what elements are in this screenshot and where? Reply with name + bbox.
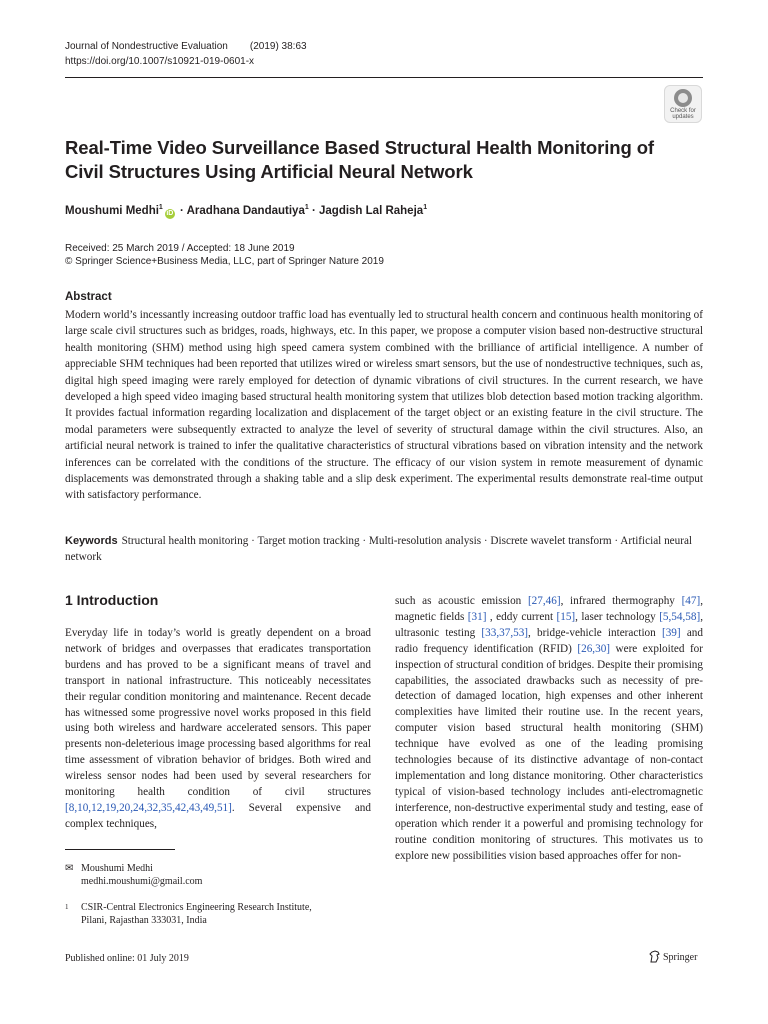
citation-link[interactable]: [5,54,58] — [659, 610, 701, 623]
springer-horse-icon — [649, 950, 661, 963]
affiliation-line1: CSIR-Central Electronics Engineering Research Institute, — [81, 902, 312, 913]
author-2-affil: 1 — [304, 204, 309, 211]
abstract-heading: Abstract — [65, 291, 112, 303]
section-heading-introduction: 1 Introduction — [65, 592, 159, 608]
journal-name: Journal of Nondestructive Evaluation — [65, 41, 228, 52]
envelope-icon: ✉ — [65, 863, 74, 874]
author-1-affil: 1 — [158, 204, 163, 211]
published-online: Published online: 01 July 2019 — [65, 953, 189, 964]
corresponding-author — [65, 862, 202, 888]
affiliation-line2: Pilani, Rajasthan 333031, India — [81, 915, 207, 926]
intro-column-right — [395, 594, 703, 864]
author-separator: · — [176, 204, 187, 217]
article-dates — [65, 242, 384, 268]
check-for-updates-badge[interactable] — [664, 85, 702, 123]
author-list — [65, 204, 427, 219]
publisher-name: Springer — [663, 952, 698, 963]
author-1[interactable]: Moushumi Medhi — [65, 204, 159, 217]
intro-right-text: , bridge-vehicle interaction — [528, 626, 662, 639]
citation-link[interactable]: [8,10,12,19,20,24,32,35,42,43,49,51] — [65, 801, 232, 814]
intro-right-text: , ultrasonic testing — [395, 610, 703, 639]
intro-right-text: and radio frequency identification (RFID) — [395, 626, 703, 655]
keywords-heading: Keywords — [65, 535, 118, 547]
citation-link[interactable]: [31] — [467, 610, 487, 623]
intro-left-text-end: . Several expensive and complex techniques, — [65, 801, 371, 830]
contact-name: Moushumi Medhi — [81, 863, 153, 874]
author-separator: · — [308, 204, 319, 217]
citation-link[interactable]: [15] — [556, 610, 576, 623]
intro-right-text: were exploited for inspection of structural condition of bridges. Despite their promising capabilities, the associated drawbacks such as necessity of pre-detection of damaged location, high expenses and other inherent complexities have limited their routine use. In the recent years, computer vision based structural health monitoring (SHM) technique have evolved as one of the leading promising technologies because of its distinctive advantage of non-contact implementation and long distance monitoring. Other characteristics typical of vision-based technology includes anti-electromagnetic interference, non-destructive experimental study and testing, ease of operation which render it a powerful and promising technology for routine condition monitoring of structures. This motivates us to explore new possibilities vision based approaches offer for non- — [395, 642, 703, 862]
citation-link[interactable]: [27,46] — [527, 595, 561, 607]
abstract-text: Modern world’s incessantly increasing outdoor traffic load has eventually led to structural health concern and continuous health monitoring of large scale civil structures such as bridges, roads, highways, etc. In this paper, we propose a computer vision based non-destructive structural health monitoring (SHM) method using high speed camera system combined with the brilliance of artificial intelligence. A number of appreciable SHM techniques had been reported that utilizes wired or wireless smart sensors, but the use of nondestructive techniques, such as, digital high speed imaging were rarely employed for detection of dynamic vibrations of civil structures. In the current research, we have developed a high speed video imaging based structural health monitoring system that utilizes blob detection based motion tracking algorithm. It provides factual information regarding localization and displacement of the target object or an existing feature in the civil structure. The modal parameters were subsequently extracted to analyze the level of severity of structural damage within the civil structures. Also, an artificial neural network is trained to infer the qualitative characteristics of structural vibrations based on vibration intensity and the network inferences can be correlated with the conditions of the structure. The efficacy of our vision system in remote measurement of dynamic displacements was demonstrated through a shaking table and a slip desk experiment. The experimental results demonstrate real-time output with satisfactory performance. — [65, 309, 703, 502]
orcid-icon[interactable]: iD — [166, 209, 174, 217]
badge-line1: Check for — [670, 108, 696, 114]
intro-left-text: Everyday life in today’s world is greatly dependent on a broad network of bridges and overpasses that eradicates transportation burdens and has proved to be a significant means of travel and transport in national infrastructure. This noticeably necessitates their regular condition monitoring and maintenance. Recent decade has witnessed some progressive novel works proposed in this field using both wireless and hardware accelerated sensors. This paper presents non-deleterious image processing based algorithms for real time assessment of vibration behavior of bridges. Both wired and wireless sensor nodes had been used by several researchers for monitoring health condition of civil structures — [65, 627, 371, 799]
author-3-affil: 1 — [423, 204, 428, 211]
contact-email[interactable]: medhi.moushumi@gmail.com — [81, 876, 203, 887]
keywords-text: Structural health monitoring · Target motion tracking · Multi-resolution analysis · Discrete wavelet transform · Artificial neural network — [65, 535, 693, 564]
check-updates-icon — [674, 89, 692, 107]
paper-title: Real-Time Video Surveillance Based Structural Health Monitoring of Civil Structures Using Artificial Neural Network — [65, 137, 654, 182]
journal-year-volume: (2019) 38:63 — [249, 41, 307, 52]
intro-right-text: , eddy current — [486, 610, 557, 623]
doi-link[interactable]: https://doi.org/10.1007/s10921-019-0601-x — [65, 56, 255, 67]
citation-link[interactable]: [39] — [661, 626, 681, 639]
received-accepted: Received: 25 March 2019 / Accepted: 18 June 2019 — [65, 243, 295, 254]
journal-header — [65, 41, 307, 52]
affiliation-number: 1 — [65, 903, 69, 911]
citation-link[interactable]: [33,37,53] — [481, 626, 529, 639]
author-2[interactable]: Aradhana Dandautiya — [186, 204, 305, 217]
footnote-rule — [65, 849, 175, 850]
affiliation — [65, 901, 312, 927]
keywords — [65, 533, 703, 566]
citation-link[interactable]: [26,30] — [577, 642, 611, 655]
intro-right-text: , laser technology — [575, 610, 660, 623]
copyright-line: © Springer Science+Business Media, LLC, part of Springer Nature 2019 — [65, 256, 384, 267]
intro-right-text: , infrared thermography — [560, 595, 682, 607]
intro-right-text: such as acoustic emission — [395, 595, 528, 607]
badge-line2: updates — [672, 114, 694, 120]
intro-column-left — [65, 626, 371, 833]
author-3[interactable]: Jagdish Lal Raheja — [319, 204, 424, 217]
publisher-logo — [649, 950, 697, 963]
header-rule — [65, 77, 703, 78]
intro-right-text: , magnetic fields — [395, 595, 703, 623]
citation-link[interactable]: [47] — [681, 595, 701, 607]
